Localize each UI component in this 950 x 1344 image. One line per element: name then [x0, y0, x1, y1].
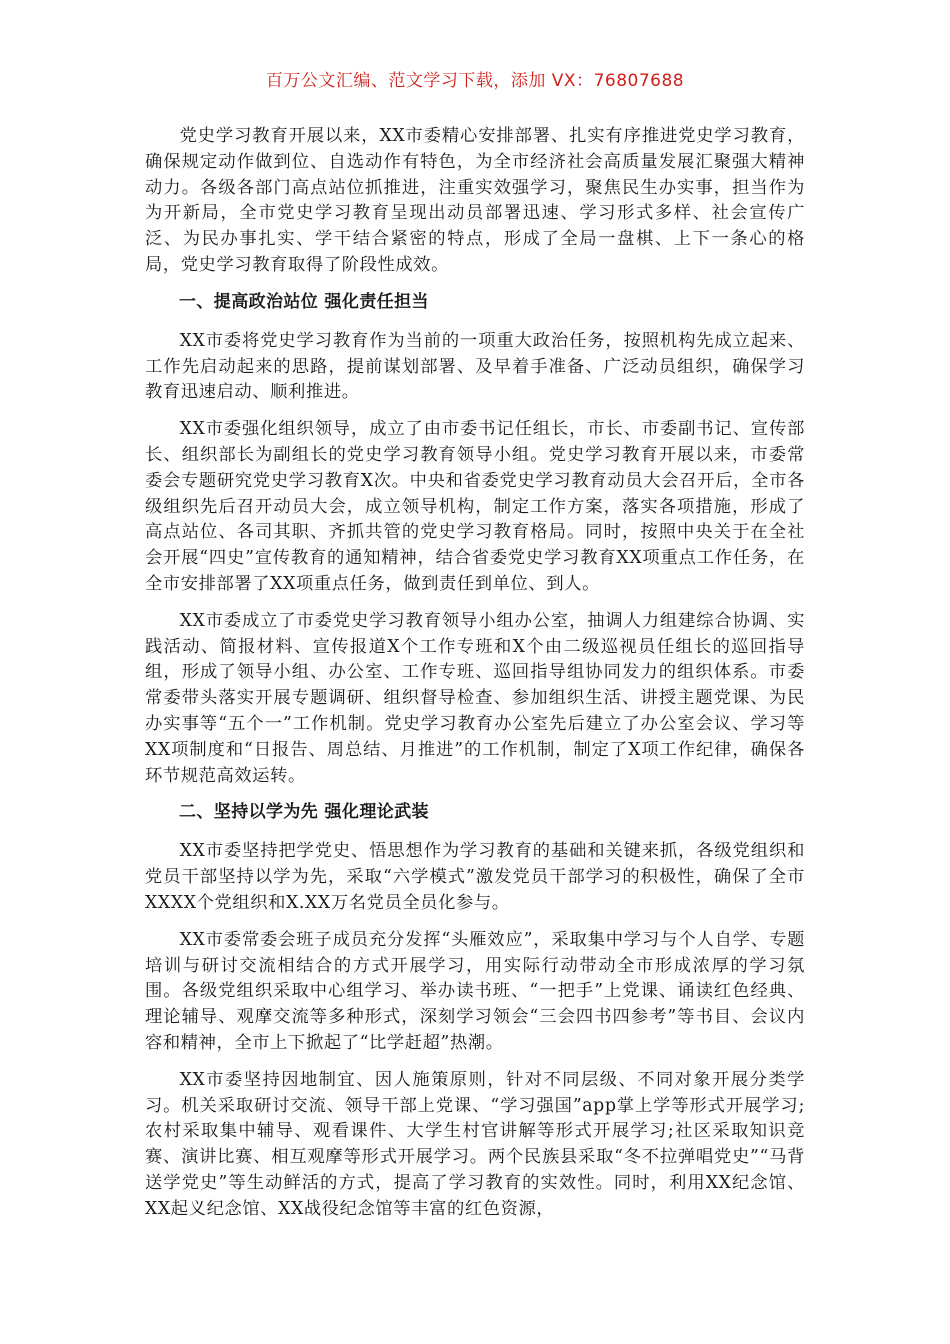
document-body [145, 124, 805, 1233]
section-2-paragraph-2: XX市委常委会班子成员充分发挥“头雁效应”，采取集中学习与个人自学、专题培训与研讨交流相结合的方式开展学习，用实际行动带动全市形成浓厚的学习氛围。各级党组织采取中心组学习、举办读书班、“一把手”上党课、诵读红色经典、理论辅导、观摩交流等多种形式，深刻学习领会“三会四书四参考”等书目、会议内容和精神，全市上下掀起了“比学赶超”热潮。 [145, 929, 805, 1053]
section-2-paragraph-1: XX市委坚持把学党史、悟思想作为学习教育的基础和关键来抓，各级党组织和党员干部坚持以学为先，采取“六学模式”激发党员干部学习的积极性，确保了全市XXXX个党组织和X.XX万名党员全员化参与。 [145, 841, 805, 913]
section-1-paragraph-1: XX市委将党史学习教育作为当前的一项重大政治任务，按照机构先成立起来、工作先启动起来的思路，提前谋划部署、及早着手准备、广泛动员组织，确保学习教育迅速启动、顺利推进。 [145, 330, 805, 403]
section-1-paragraph-3: XX市委成立了市委党史学习教育领导小组办公室，抽调人力组建综合协调、实践活动、简报材料、宣传报道X个工作专班和X个由二级巡视员任组长的巡回指导组，形成了领导小组、办公室、工作专班、巡回指导组协同发力的组织体系。市委常委带头落实开展专题调研、组织督导检查、参加组织生活、讲授主题党课、为民办实事等“五个一”工作机制。党史学习教育办公室先后建立了办公室会议、学习等XX项制度和“日报告、周总结、月推进”的工作机制，制定了X项工作纪律，确保各环节规范高效运转。 [145, 610, 805, 786]
section-2-heading: 二、坚持以学为先 强化理论武装 [179, 802, 429, 823]
section-1-paragraph-2: XX市委强化组织领导，成立了由市委书记任组长，市长、市委副书记、宣传部长、组织部长为副组长的党史学习教育领导小组。党史学习教育开展以来，市委常委会专题研究党史学习教育X次。中央和省委党史学习教育动员大会召开后，全市各级组织先后召开动员大会，成立领导机构，制定工作方案，落实各项措施，形成了高点站位、各司其职、齐抓共管的党史学习教育格局。同时，按照中央关于在全社会开展“四史”宣传教育的通知精神，结合省委党史学习教育XX项重点工作任务，在全市安排部署了XX项重点任务，做到责任到单位、到人。 [145, 419, 805, 594]
section-1-heading: 一、提高政治站位 强化责任担当 [179, 291, 429, 312]
intro-paragraph: 党史学习教育开展以来，XX市委精心安排部署、扎实有序推进党史学习教育，确保规定动作做到位、自选动作有特色，为全市经济社会高质量发展汇聚强大精神动力。各级各部门高点站位抓推进，注重实效强学习，聚焦民生办实事，担当作为为开新局，全市党史学习教育呈现出动员部署迅速、学习形式多样、社会宣传广泛、为民办事扎实、学干结合紧密的特点，形成了全局一盘棋、上下一条心的格局，党史学习教育取得了阶段性成效。 [145, 126, 805, 275]
header-watermark-text: 百万公文汇编、范文学习下载，添加 VX：76807688 [265, 71, 685, 91]
section-2-paragraph-3: XX市委坚持因地制宜、因人施策原则，针对不同层级、不同对象开展分类学习。机关采取研讨交流、领导干部上党课、“学习强国”app掌上学等形式开展学习;农村采取集中辅导、观看课件、大学生村官讲解等形式开展学习;社区采取知识竞赛、演讲比赛、相互观摩等形式开展学习。两个民族县采取“冬不拉弹唱党史”“马背送学党史”等生动鲜活的方式，提高了学习教育的实效性。同时，利用XX纪念馆、XX起义纪念馆、XX战役纪念馆等丰富的红色资源， [145, 1069, 805, 1219]
